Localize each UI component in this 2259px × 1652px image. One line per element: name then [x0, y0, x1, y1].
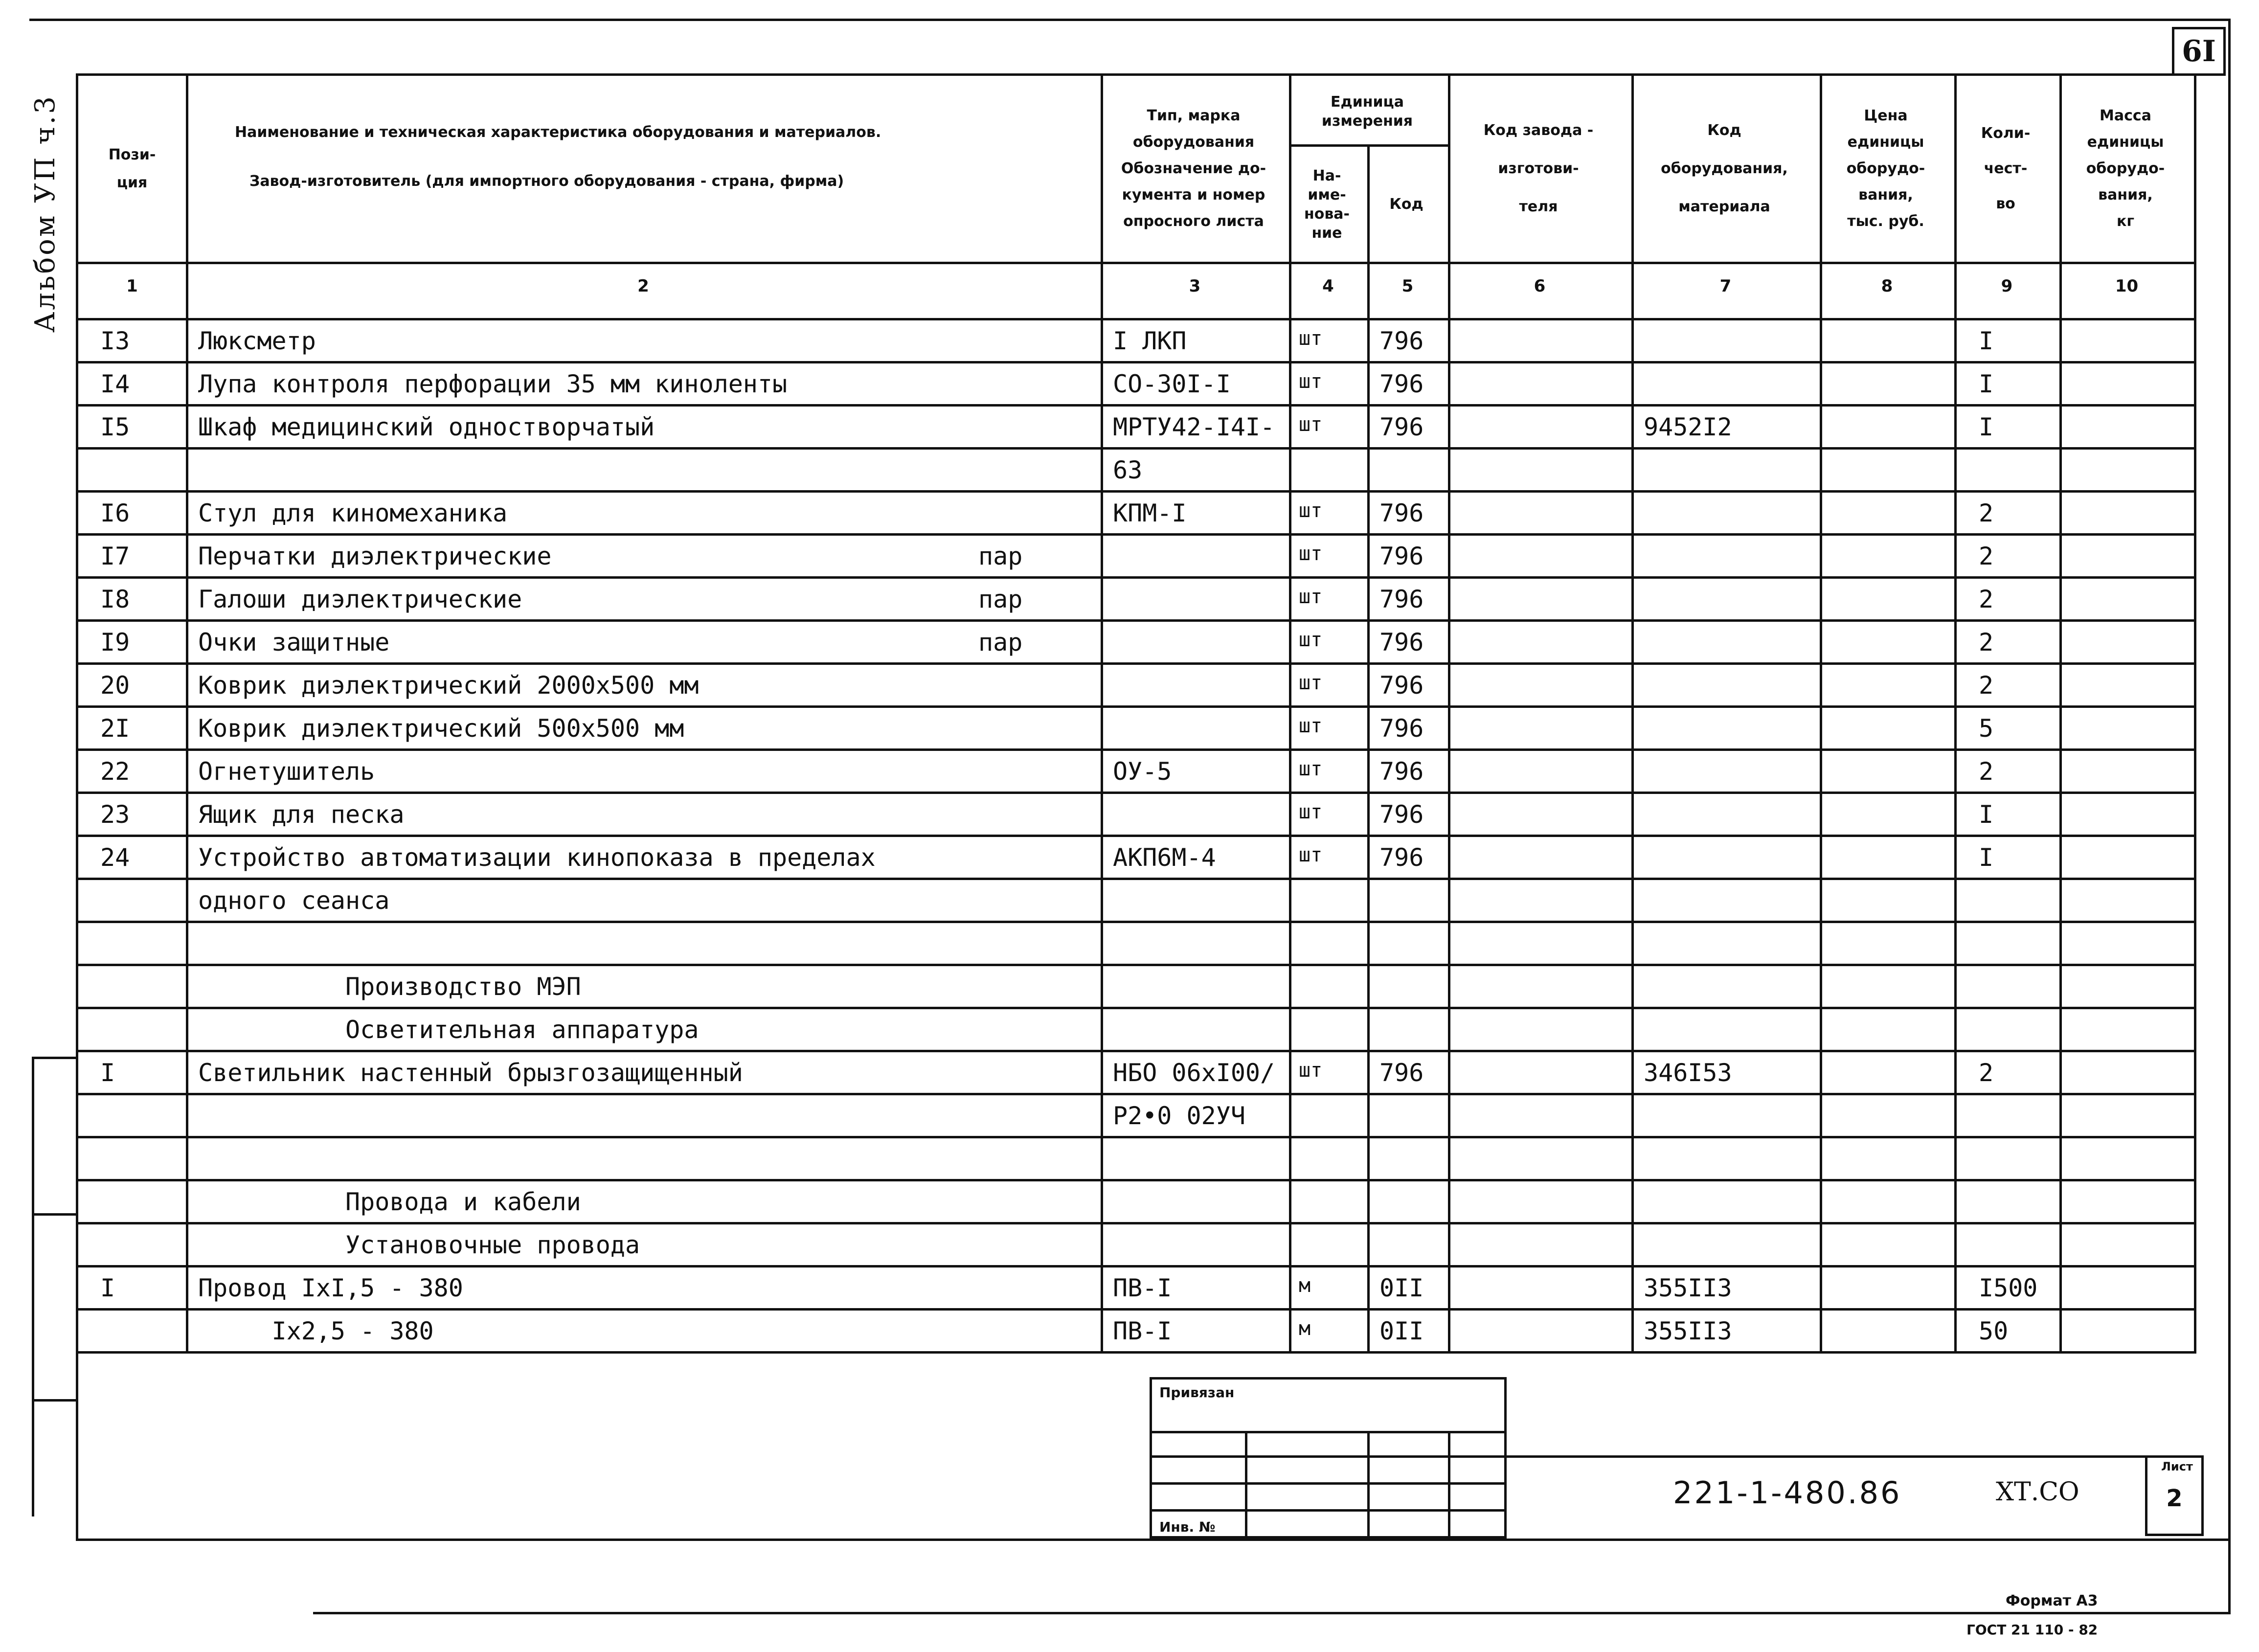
column-line — [76, 73, 78, 1354]
unit-cell: шт — [1299, 543, 1323, 565]
unit-code-cell: 796 — [1379, 1059, 1424, 1087]
unit-cell: шт — [1299, 629, 1323, 651]
column-line — [1820, 73, 1822, 1354]
column-line — [2194, 73, 2196, 1354]
stamp-line — [1448, 1431, 1450, 1539]
quantity-cell: I — [1979, 843, 1994, 872]
column-line — [2059, 73, 2062, 1354]
unit-code-cell: 796 — [1379, 542, 1424, 570]
unit-cell: шт — [1299, 413, 1323, 436]
row-line — [76, 1351, 2196, 1354]
row-line — [76, 1179, 2196, 1181]
equipment-code-cell: 346I53 — [1644, 1059, 1732, 1087]
name-cell: Провода и кабели — [198, 1188, 581, 1216]
name-cell: Светильник настенный брызгозащищенный — [198, 1059, 743, 1087]
row-line — [76, 835, 2196, 837]
unit-word-cell: пар — [978, 585, 1023, 613]
name-cell: Провод IxI,5 - 380 — [198, 1274, 463, 1302]
name-cell: Коврик диэлектрический 500х500 мм — [198, 714, 684, 743]
column-number: 1 — [126, 276, 138, 296]
row-line — [76, 1308, 2196, 1311]
unit-cell: шт — [1299, 1059, 1323, 1082]
unit-cell: шт — [1299, 586, 1323, 608]
position-cell: I5 — [100, 413, 130, 441]
quantity-cell: 5 — [1979, 714, 1994, 743]
column-number: 5 — [1401, 276, 1414, 296]
header-factory-code: Код завода - изготови- теля — [1483, 122, 1594, 215]
column-line — [1631, 73, 1634, 1354]
unit-cell: шт — [1299, 758, 1323, 780]
row-line — [76, 748, 2196, 751]
name-cell: Установочные провода — [198, 1231, 640, 1259]
unit-cell: шт — [1299, 499, 1323, 522]
row-line — [76, 490, 2196, 493]
unit-code-cell: 796 — [1379, 800, 1424, 829]
sheet-box — [2145, 1455, 2204, 1536]
unit-code-cell: 796 — [1379, 585, 1424, 613]
row-line — [76, 1136, 2196, 1138]
bottom-frame-line — [313, 1612, 2231, 1614]
name-cell: Ящик для песка — [198, 800, 405, 829]
quantity-cell: I500 — [1979, 1274, 2038, 1302]
header-name-line2: Завод-изготовитель (для импортного оборудования - страна, фирма) — [249, 172, 844, 190]
type-cell: АКП6М-4 — [1113, 843, 1216, 872]
type-cell: СО-30I-I — [1113, 370, 1231, 398]
quantity-cell: 2 — [1979, 1059, 1994, 1087]
unit-cell: м — [1299, 1317, 1311, 1340]
unit-code-cell: 796 — [1379, 413, 1424, 441]
sheet-value: 2 — [2166, 1485, 2183, 1512]
quantity-cell: 2 — [1979, 499, 1994, 527]
header-unit-code: Код — [1389, 196, 1423, 213]
row-line — [76, 1050, 2196, 1052]
column-number: 2 — [637, 276, 649, 296]
unit-cell: шт — [1299, 844, 1323, 866]
name-cell: Очки защитные — [198, 628, 390, 656]
row-line — [76, 792, 2196, 794]
column-number: 6 — [1534, 276, 1546, 296]
row-line — [76, 921, 2196, 923]
header-price: Цена единицы оборудо- вания, тыс. руб. — [1846, 107, 1925, 230]
header-mass: Масса единицы оборудо- вания, кг — [2086, 107, 2165, 230]
quantity-cell: 2 — [1979, 757, 1994, 786]
row-line — [76, 576, 2196, 579]
binding-line — [32, 1057, 34, 1516]
unit-code-cell: 0II — [1379, 1274, 1424, 1302]
privyazan-label: Привязан — [1159, 1384, 1235, 1401]
unit-code-cell: 796 — [1379, 628, 1424, 656]
unit-cell: шт — [1299, 801, 1323, 823]
header-type: Тип, марка оборудования Обозначение до- кумента и номер опросного листа — [1121, 107, 1266, 230]
column-line — [1954, 73, 1957, 1354]
album-title: Альбом УП ч.3 — [29, 94, 61, 333]
type-cell: 63 — [1113, 456, 1143, 484]
unit-code-cell: 796 — [1379, 370, 1424, 398]
stamp-line — [1150, 1431, 1507, 1433]
position-cell: I — [100, 1059, 115, 1087]
stamp-line — [1150, 1455, 1507, 1458]
position-cell: I7 — [100, 542, 130, 570]
row-line — [76, 404, 2196, 407]
row-line — [76, 662, 2196, 665]
unit-cell: шт — [1299, 370, 1323, 393]
column-number: 9 — [2001, 276, 2013, 296]
type-cell: ПВ-I — [1113, 1274, 1172, 1302]
name-cell: Ix2,5 - 380 — [198, 1317, 434, 1345]
name-cell: одного сеанса — [198, 886, 390, 915]
header-position: Пози- ция — [108, 146, 156, 191]
equipment-code-cell: 355II3 — [1644, 1317, 1732, 1345]
stamp-line — [1245, 1431, 1247, 1539]
header-bottom-line — [76, 262, 2196, 264]
header-equipment-code: Код оборудования, материала — [1661, 122, 1788, 215]
quantity-cell: I — [1979, 370, 1994, 398]
sheet-corner-number: 6I — [2172, 27, 2226, 76]
name-cell: Устройство автоматизации кинопоказа в пределах — [198, 843, 876, 872]
type-cell: ПВ-I — [1113, 1317, 1172, 1345]
row-line — [76, 533, 2196, 536]
name-cell: Лупа контроля перфорации 35 мм киноленты — [198, 370, 788, 398]
row-line — [76, 705, 2196, 708]
inventory-label: Инв. № — [1159, 1519, 1216, 1535]
position-cell: 20 — [100, 671, 130, 700]
unit-code-cell: 0II — [1379, 1317, 1424, 1345]
name-cell: Коврик диэлектрический 2000х500 мм — [198, 671, 699, 700]
type-cell: Р2•0 02УЧ — [1113, 1102, 1245, 1130]
left-frame-line — [76, 1351, 78, 1541]
unit-code-cell: 796 — [1379, 671, 1424, 700]
unit-code-cell: 796 — [1379, 327, 1424, 355]
position-cell: I9 — [100, 628, 130, 656]
name-cell: Огнетушитель — [198, 757, 375, 786]
column-numbers-line — [76, 318, 2196, 320]
gost-label: ГОСТ 21 110 - 82 — [1966, 1622, 2098, 1638]
row-line — [76, 878, 2196, 880]
quantity-cell: I — [1979, 413, 1994, 441]
name-cell: Осветительная аппаратура — [198, 1016, 699, 1044]
stamp-line — [1150, 1482, 1507, 1485]
row-line — [76, 1093, 2196, 1095]
right-frame-line — [2228, 19, 2231, 1613]
name-cell: Люксметр — [198, 327, 316, 355]
name-cell: Галоши диэлектрические — [198, 585, 522, 613]
name-cell: Шкаф медицинский одностворчатый — [198, 413, 655, 441]
unit-code-cell: 796 — [1379, 757, 1424, 786]
unit-word-cell: пар — [978, 542, 1023, 570]
bottom-table-line — [76, 1539, 2228, 1541]
position-cell: 2I — [100, 714, 130, 743]
equipment-code-cell: 355II3 — [1644, 1274, 1732, 1302]
position-cell: 22 — [100, 757, 130, 786]
unit-code-cell: 796 — [1379, 499, 1424, 527]
unit-cell: шт — [1299, 327, 1323, 350]
quantity-cell: 2 — [1979, 628, 1994, 656]
position-cell: 24 — [100, 843, 130, 872]
document-suffix: ХТ.СО — [1996, 1477, 2079, 1507]
format-label: Формат А3 — [2006, 1592, 2098, 1609]
row-line — [76, 1222, 2196, 1224]
quantity-cell: 2 — [1979, 542, 1994, 570]
column-line — [1448, 73, 1450, 1354]
row-line — [76, 1265, 2196, 1267]
position-cell: I — [100, 1274, 115, 1302]
quantity-cell: I — [1979, 800, 1994, 829]
name-cell: Производство МЭП — [198, 973, 581, 1001]
equipment-code-cell: 9452I2 — [1644, 413, 1732, 441]
position-cell: I3 — [100, 327, 130, 355]
unit-word-cell: пар — [978, 628, 1023, 656]
position-cell: I6 — [100, 499, 130, 527]
column-number: 4 — [1322, 276, 1334, 296]
column-line — [186, 73, 188, 1354]
type-cell: ОУ-5 — [1113, 757, 1172, 786]
column-line — [1101, 73, 1103, 1354]
quantity-cell: 2 — [1979, 585, 1994, 613]
name-cell: Стул для киномеханика — [198, 499, 508, 527]
row-line — [76, 619, 2196, 622]
sheet-label: Лист — [2161, 1460, 2193, 1473]
name-cell: Перчатки диэлектрические — [198, 542, 552, 570]
binding-mark-2 — [32, 1213, 76, 1216]
header-unit-name: На- име- нова- ние — [1304, 167, 1350, 242]
header-name-line1: Наименование и техническая характеристика оборудования и материалов. — [235, 123, 881, 141]
column-number: 3 — [1189, 276, 1201, 296]
quantity-cell: I — [1979, 327, 1994, 355]
stamp-line — [1150, 1509, 1507, 1512]
row-line — [76, 964, 2196, 966]
header-quantity: Коли- чест- во — [1981, 125, 2031, 212]
unit-code-cell: 796 — [1379, 843, 1424, 872]
position-cell: I4 — [100, 370, 130, 398]
type-cell: КПМ-I — [1113, 499, 1187, 527]
title-block-line — [1507, 1455, 2191, 1458]
position-cell: I8 — [100, 585, 130, 613]
binding-stamp — [1150, 1377, 1507, 1539]
binding-mark-3 — [32, 1399, 76, 1402]
header-unit-group: Единица измерения — [1321, 93, 1413, 130]
unit-code-cell: 796 — [1379, 714, 1424, 743]
position-cell: 23 — [100, 800, 130, 829]
document-code: 221-1-480.86 — [1673, 1475, 1902, 1511]
row-line — [76, 361, 2196, 363]
row-line — [76, 447, 2196, 450]
column-number: 7 — [1719, 276, 1732, 296]
top-frame-line — [29, 19, 2231, 21]
column-number: 8 — [1881, 276, 1893, 296]
quantity-cell: 2 — [1979, 671, 1994, 700]
column-line — [1289, 73, 1291, 1354]
unit-cell: шт — [1299, 715, 1323, 737]
type-cell: МРТУ42-I4I- — [1113, 413, 1275, 441]
unit-cell: м — [1299, 1274, 1311, 1297]
quantity-cell: 50 — [1979, 1317, 2009, 1345]
type-cell: НБО 06хI00/ — [1113, 1059, 1275, 1087]
stamp-line — [1367, 1431, 1370, 1539]
binding-mark-1 — [32, 1057, 76, 1059]
column-number: 10 — [2115, 276, 2139, 296]
unit-cell: шт — [1299, 672, 1323, 694]
row-line — [76, 1007, 2196, 1009]
type-cell: I ЛКП — [1113, 327, 1187, 355]
